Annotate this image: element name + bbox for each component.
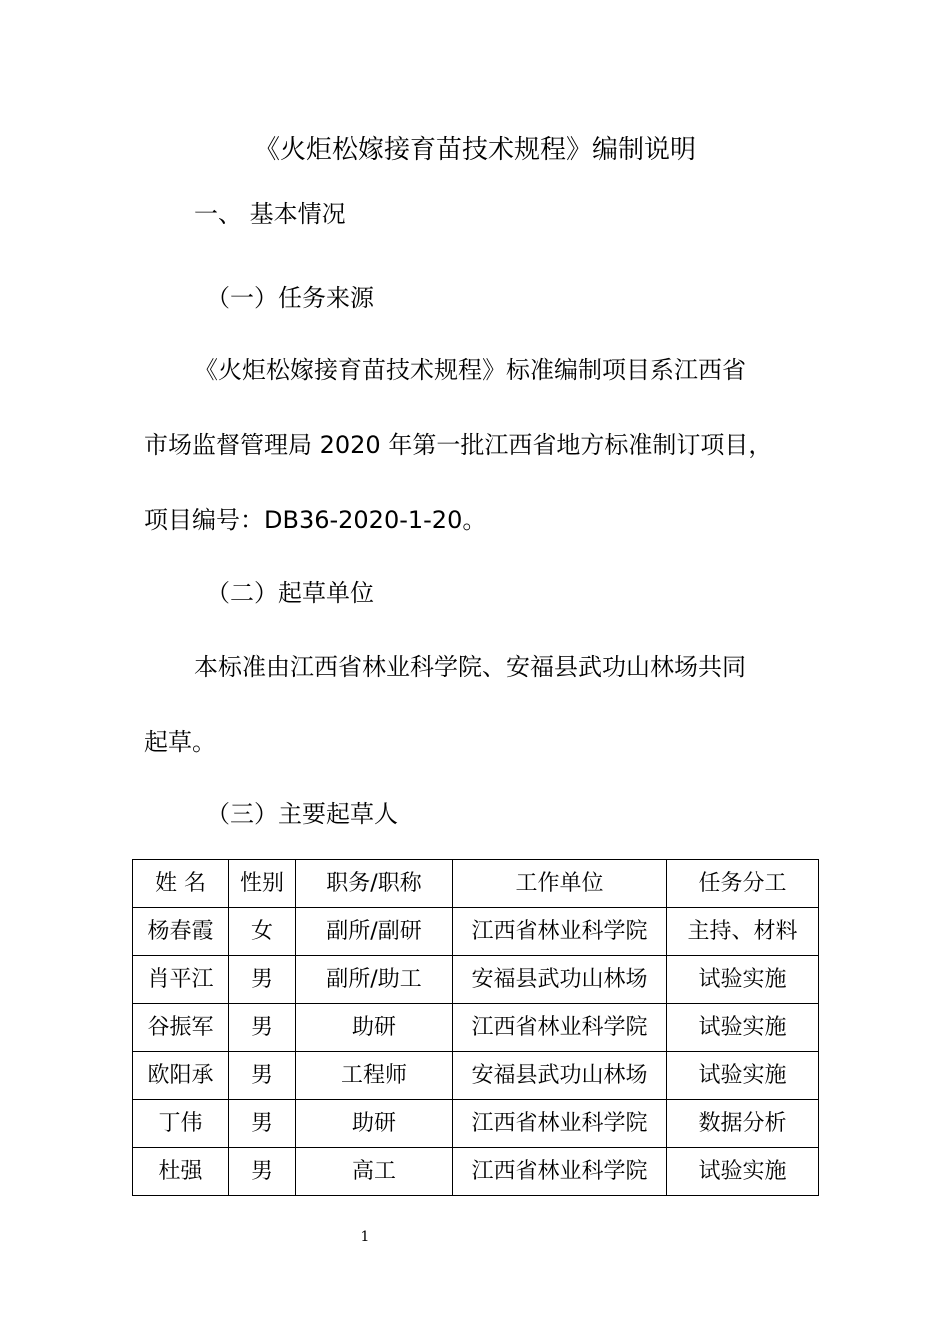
cell-gender: 男 <box>229 1052 296 1100</box>
cell-role: 主持、材料 <box>667 908 819 956</box>
cell-name: 谷振军 <box>133 1004 229 1052</box>
cell-name: 杜强 <box>133 1148 229 1196</box>
cell-role: 试验实施 <box>667 1004 819 1052</box>
table-header-row <box>133 860 819 908</box>
cell-name: 欧阳承 <box>133 1052 229 1100</box>
cell-gender: 男 <box>229 956 296 1004</box>
subheading-task-source: （一）任务来源 <box>206 284 374 312</box>
paragraph-drafting-units-line1: 本标准由江西省林业科学院、安福县武功山林场共同 <box>194 653 746 681</box>
header-gender: 性别 <box>229 860 296 908</box>
header-role: 任务分工 <box>667 860 819 908</box>
cell-workplace: 江西省林业科学院 <box>453 1148 667 1196</box>
header-title: 职务/职称 <box>296 860 453 908</box>
cell-gender: 女 <box>229 908 296 956</box>
cell-workplace: 江西省林业科学院 <box>453 908 667 956</box>
subheading-drafting-units: （二）起草单位 <box>206 579 374 607</box>
cell-gender: 男 <box>229 1148 296 1196</box>
cell-role: 试验实施 <box>667 1148 819 1196</box>
cell-role: 试验实施 <box>667 956 819 1004</box>
cell-workplace: 安福县武功山林场 <box>453 956 667 1004</box>
cell-role: 数据分析 <box>667 1100 819 1148</box>
header-workplace: 工作单位 <box>453 860 667 908</box>
table-row <box>133 1052 819 1100</box>
cell-name: 杨春霞 <box>133 908 229 956</box>
document-title: 《火炬松嫁接育苗技术规程》编制说明 <box>253 135 696 165</box>
cell-title: 副所/助工 <box>296 956 453 1004</box>
paragraph-task-source-line1: 《火炬松嫁接育苗技术规程》标准编制项目系江西省 <box>194 356 746 384</box>
cell-title: 工程师 <box>296 1052 453 1100</box>
cell-role: 试验实施 <box>667 1052 819 1100</box>
cell-name: 丁伟 <box>133 1100 229 1148</box>
table-row <box>133 908 819 956</box>
cell-workplace: 江西省林业科学院 <box>453 1004 667 1052</box>
drafters-table <box>132 859 819 1196</box>
table-row <box>133 1148 819 1196</box>
table-row <box>133 1004 819 1052</box>
table-row <box>133 1100 819 1148</box>
cell-title: 高工 <box>296 1148 453 1196</box>
page-number: 1 <box>360 1229 370 1245</box>
cell-workplace: 江西省林业科学院 <box>453 1100 667 1148</box>
cell-gender: 男 <box>229 1004 296 1052</box>
section-heading-basic-info: 一、 基本情况 <box>194 200 346 228</box>
table-row <box>133 956 819 1004</box>
cell-title: 助研 <box>296 1004 453 1052</box>
header-name: 姓 名 <box>133 860 229 908</box>
cell-title: 助研 <box>296 1100 453 1148</box>
cell-workplace: 安福县武功山林场 <box>453 1052 667 1100</box>
cell-title: 副所/副研 <box>296 908 453 956</box>
paragraph-task-source-line3: 项目编号：DB36-2020-1-20。 <box>144 506 487 534</box>
cell-gender: 男 <box>229 1100 296 1148</box>
subheading-main-drafters: （三）主要起草人 <box>206 800 398 828</box>
cell-name: 肖平江 <box>133 956 229 1004</box>
paragraph-drafting-units-line2: 起草。 <box>144 728 216 756</box>
paragraph-task-source-line2: 市场监督管理局 2020 年第一批江西省地方标准制订项目， <box>144 431 773 459</box>
